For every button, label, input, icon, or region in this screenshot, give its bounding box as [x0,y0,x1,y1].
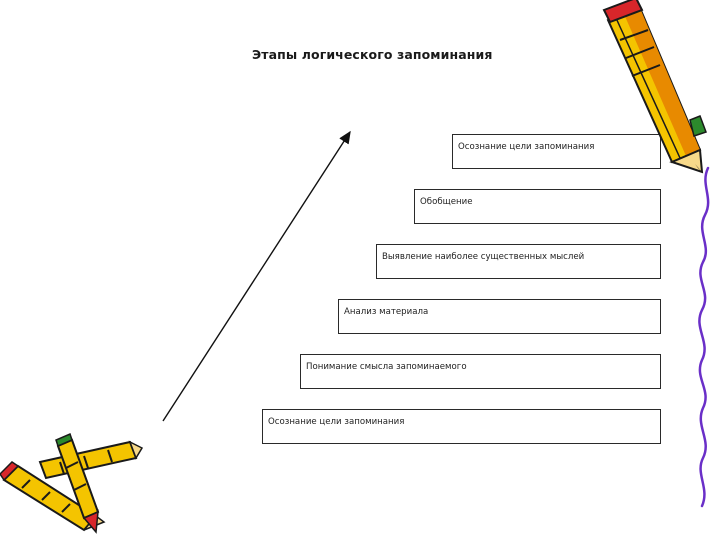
step-label-2: Обобщение [420,197,473,207]
step-label-6: Осознание цели запоминания [268,417,405,427]
step-label-5: Понимание смысла запоминаемого [306,362,467,372]
step-label-4: Анализ материала [344,307,429,317]
step-label-3: Выявление наиболее существенных мыслей [382,252,585,262]
step-label-1: Осознание цели запоминания [458,142,595,152]
slide-title: Этапы логического запоминания [252,47,493,62]
